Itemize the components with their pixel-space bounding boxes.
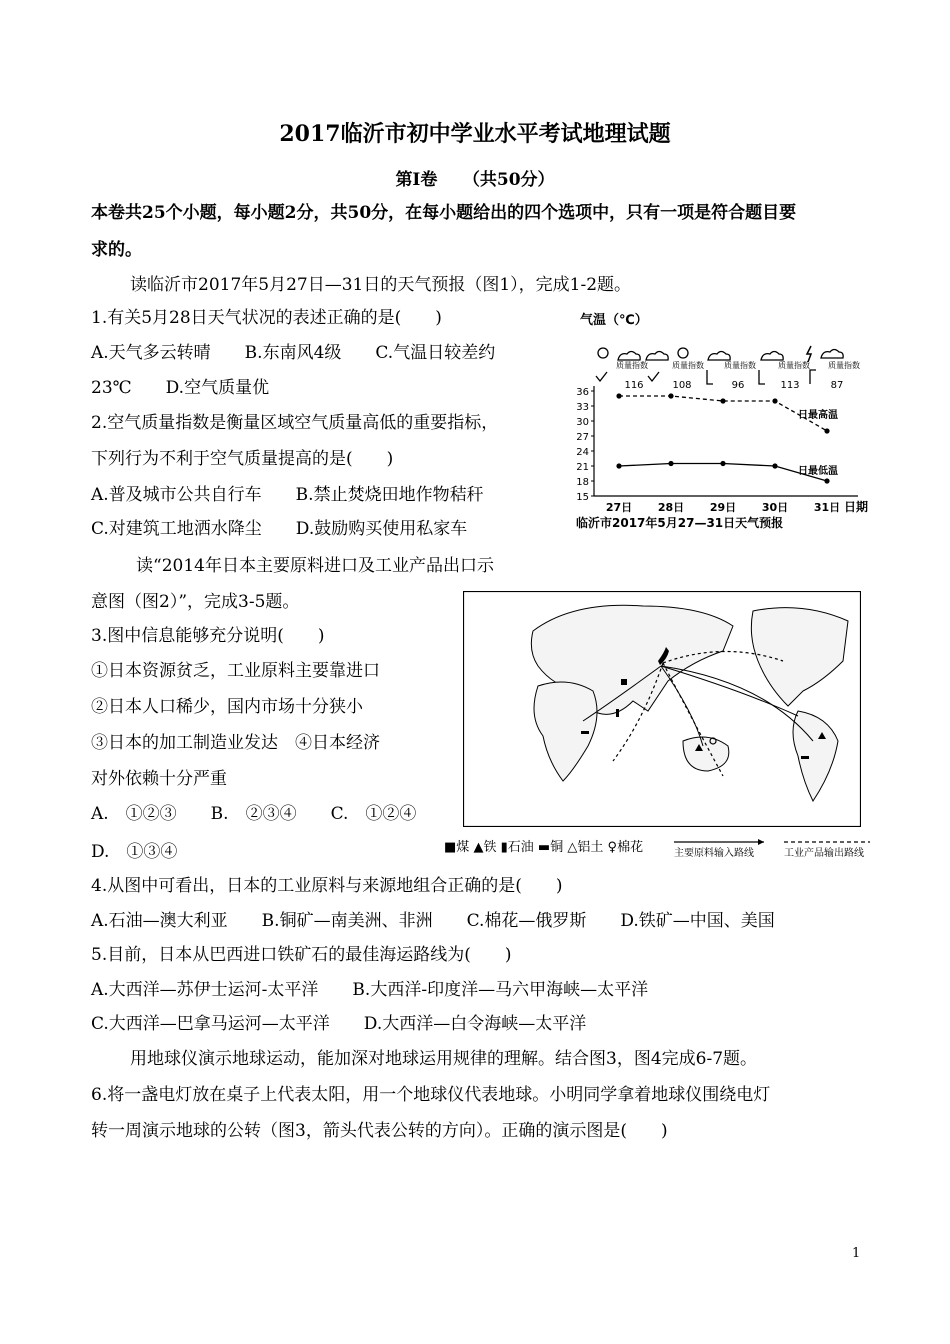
svg-text:质量指数: 质量指数 bbox=[616, 361, 648, 370]
q1-stem: 1.有关5月28日天气状况的表述正确的是( ) bbox=[91, 308, 442, 328]
q3-item-1: ①日本资源贫乏，工业原料主要靠进口 bbox=[91, 661, 380, 681]
q3-stem: 3.图中信息能够充分说明( ) bbox=[91, 626, 325, 646]
check-icon bbox=[648, 372, 659, 381]
copper-legend-icon: ▬ bbox=[537, 840, 551, 855]
y-tick-label: 21 bbox=[576, 462, 589, 473]
bracket-icon bbox=[810, 370, 816, 384]
aqi-value: 116 bbox=[624, 380, 644, 391]
bracket-icon bbox=[707, 370, 713, 384]
legend-cotton: 棉花 bbox=[617, 840, 644, 855]
data-point bbox=[772, 463, 777, 468]
coal-icon bbox=[621, 679, 627, 685]
q5-options-2: C.大西洋—巴拿马运河—太平洋 D.大西洋—白令海峡—太平洋 bbox=[91, 1014, 587, 1034]
legend-bauxite: 铝土 bbox=[577, 840, 604, 855]
q3-item-2: ②日本人口稀少，国内市场十分狭小 bbox=[91, 697, 363, 717]
instructions-line-2: 求的。 bbox=[91, 240, 142, 260]
q3-options-1: A. ①②③ B. ②③④ C. ①②④ bbox=[91, 804, 417, 824]
weather-icon-30 bbox=[761, 352, 783, 361]
aqi-value: 108 bbox=[672, 380, 692, 391]
svg-text:质量指数: 质量指数 bbox=[672, 361, 704, 370]
q1-options-2: 23℃ D.空气质量优 bbox=[91, 378, 270, 398]
arrow-icon bbox=[758, 839, 764, 845]
weather-chart bbox=[562, 308, 872, 536]
instructions-line-1: 本卷共25个小题，每小题2分，共50分，在每小题给出的四个选项中，只有一项是符合题目要 bbox=[91, 203, 797, 223]
q6-stem-1: 6.将一盏电灯放在桌子上代表太阳，用一个地球仪代表地球。小明同学拿着地球仪围绕电灯 bbox=[91, 1085, 771, 1105]
page-title: 2017临沂市初中学业水平考试地理试题 bbox=[279, 121, 671, 147]
y-tick-label: 27 bbox=[576, 432, 589, 443]
data-point bbox=[668, 393, 673, 398]
iron-legend-icon: ▲ bbox=[473, 840, 484, 855]
intro-1: 读临沂市2017年5月27日—31日的天气预报（图1），完成1-2题。 bbox=[130, 275, 632, 295]
svg-text:质量指数: 质量指数 bbox=[724, 361, 756, 370]
weather-icon-28 bbox=[646, 348, 688, 360]
y-tick-label: 30 bbox=[576, 417, 589, 428]
x-tick-label: 27日 bbox=[605, 501, 633, 514]
page-number: 1 bbox=[852, 1246, 861, 1261]
aqi-label-30 bbox=[778, 360, 810, 370]
intro-2-line-1: 读“2014年日本主要原料进口及工业产品出口示 bbox=[136, 556, 494, 576]
aqi-label-28 bbox=[672, 360, 704, 370]
q1-options-1: A.天气多云转晴 B.东南风4级 C.气温日较差约 bbox=[91, 343, 496, 363]
y-tick-label: 33 bbox=[576, 402, 589, 413]
oil-icon bbox=[616, 709, 619, 717]
weather-icon-27 bbox=[598, 348, 640, 360]
x-tick-label: 28日 bbox=[657, 501, 685, 514]
q3-item-3: ③日本的加工制造业发达 ④日本经济 bbox=[91, 733, 380, 753]
aqi-label-29 bbox=[724, 360, 756, 370]
import-route-label: 主要原料输入路线 bbox=[674, 848, 754, 859]
weather-icon-31 bbox=[807, 346, 843, 362]
legend-oil: 石油 bbox=[507, 840, 534, 855]
data-point bbox=[824, 478, 829, 483]
legend-copper: 铜 bbox=[550, 840, 564, 855]
data-point bbox=[616, 463, 621, 468]
cotton-legend-icon: ♀ bbox=[607, 840, 618, 855]
route-legend bbox=[672, 836, 872, 860]
bauxite-legend-icon: △ bbox=[567, 840, 578, 855]
q2-stem-1: 2.空气质量指数是衡量区域空气质量高低的重要指标， bbox=[91, 413, 499, 433]
aqi-value: 96 bbox=[731, 380, 745, 391]
chart-xlabel: 日期 bbox=[844, 500, 869, 514]
export-route-label: 工业产品输出路线 bbox=[784, 848, 864, 859]
q6-stem-2: 转一周演示地球的公转（图3，箭头代表公转的方向）。正确的演示图是( ) bbox=[91, 1121, 668, 1141]
x-tick-label: 30日 bbox=[761, 501, 789, 514]
coal-legend-icon: ■ bbox=[444, 840, 457, 855]
q4-stem: 4.从图中可看出，日本的工业原料与来源地组合正确的是( ) bbox=[91, 876, 563, 896]
y-tick-label: 18 bbox=[576, 477, 589, 488]
q2-options-2: C.对建筑工地洒水降尘 D.鼓励购买使用私家车 bbox=[91, 519, 468, 539]
intro-3: 用地球仪演示地球运动，能加深对地球运用规律的理解。结合图3，图4完成6-7题。 bbox=[130, 1049, 758, 1069]
legend-iron: 铁 bbox=[483, 840, 497, 855]
oil-legend-icon: ▮ bbox=[500, 840, 508, 855]
q2-options-1: A.普及城市公共自行车 B.禁止焚烧田地作物秸秆 bbox=[91, 485, 484, 505]
q3-item-3b: 对外依赖十分严重 bbox=[91, 769, 227, 789]
q3-options-2: D. ①③④ bbox=[91, 842, 178, 862]
bracket-icon bbox=[759, 370, 765, 384]
section-heading: 第Ⅰ卷 （共50分） bbox=[395, 170, 555, 190]
q2-stem-2: 下列行为不利于空气质量提高的是( ) bbox=[91, 449, 394, 469]
chart-title: 临沂市2017年5月27—31日天气预报 bbox=[576, 516, 784, 530]
legend-min: 日最低温 bbox=[798, 466, 838, 477]
x-tick-label: 29日 bbox=[709, 501, 737, 514]
svg-text:质量指数: 质量指数 bbox=[828, 361, 860, 370]
map-legend bbox=[444, 836, 643, 855]
copper-icon bbox=[801, 756, 809, 759]
q5-options-1: A.大西洋—苏伊士运河-太平洋 B.大西洋-印度洋—马六甲海峡—太平洋 bbox=[91, 980, 649, 1000]
legend-max: 日最高温 bbox=[798, 410, 838, 421]
data-point bbox=[720, 398, 725, 403]
data-point bbox=[668, 461, 673, 466]
aqi-label-31 bbox=[828, 360, 860, 370]
svg-text:质量指数: 质量指数 bbox=[778, 361, 810, 370]
y-tick-label: 24 bbox=[576, 447, 589, 458]
check-icon bbox=[596, 372, 607, 381]
y-tick-label: 36 bbox=[576, 387, 589, 398]
aqi-value: 113 bbox=[780, 380, 800, 391]
data-point bbox=[720, 461, 725, 466]
intro-2-line-2: 意图（图2）”，完成3-5题。 bbox=[91, 592, 300, 612]
data-point bbox=[772, 398, 777, 403]
q5-stem: 5.目前，日本从巴西进口铁矿石的最佳海运路线为( ) bbox=[91, 945, 512, 965]
weather-icon-29 bbox=[708, 352, 730, 361]
y-tick-label: 15 bbox=[576, 492, 589, 503]
copper-icon bbox=[581, 731, 589, 734]
legend-coal: 煤 bbox=[456, 840, 470, 855]
aqi-value: 87 bbox=[830, 380, 844, 391]
aqi-label-27 bbox=[616, 360, 648, 370]
chart-ylabel: 气温（℃） bbox=[580, 313, 648, 328]
series-line bbox=[619, 464, 827, 482]
q4-options: A.石油—澳大利亚 B.铜矿—南美洲、非洲 C.棉花—俄罗斯 D.铁矿—中国、美国 bbox=[91, 911, 775, 931]
data-point bbox=[824, 428, 829, 433]
data-point bbox=[616, 393, 621, 398]
x-tick-label: 31日 bbox=[813, 501, 841, 514]
world-map bbox=[463, 591, 861, 827]
